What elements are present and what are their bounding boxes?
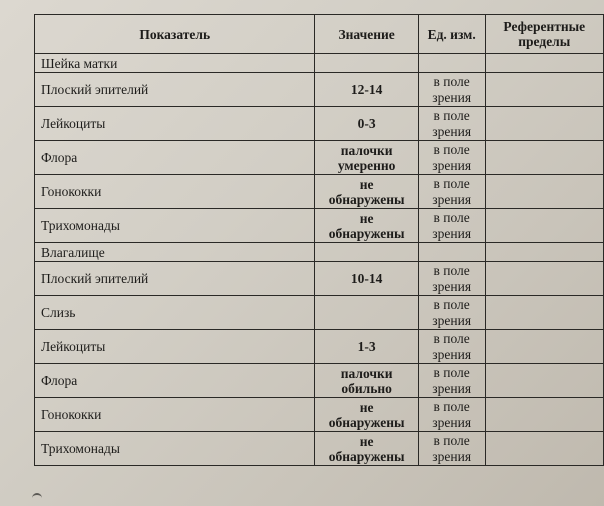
section-row [35,54,604,73]
cell-reference [485,262,603,296]
cell-reference [485,209,603,243]
table-row [35,432,604,466]
cell-value: 0-3 [315,107,418,141]
cell-reference [485,141,603,175]
cell-reference [485,330,603,364]
cell-name: Трихомонады [35,209,315,243]
cell-unit: в поле зрения [418,398,485,432]
header-unit: Ед. изм. [418,15,485,54]
cell-name: Влагалище [35,243,315,262]
table-row [35,364,604,398]
cell-value: палочки обильно [315,364,418,398]
cell-unit: в поле зрения [418,296,485,330]
table-row [35,141,604,175]
cell-unit: в поле зрения [418,364,485,398]
cell-value: 1-3 [315,330,418,364]
table-row [35,175,604,209]
cell-value [315,296,418,330]
cell-unit: в поле зрения [418,330,485,364]
cell-unit [418,243,485,262]
cell-unit: в поле зрения [418,73,485,107]
cell-reference [485,107,603,141]
table-row [35,262,604,296]
table-row [35,296,604,330]
cell-unit: в поле зрения [418,141,485,175]
header-value: Значение [315,15,418,54]
table-row [35,73,604,107]
table-row [35,209,604,243]
table-row [35,330,604,364]
cell-reference [485,54,603,73]
table-row [35,398,604,432]
cell-name: Слизь [35,296,315,330]
table-body [35,54,604,466]
cell-reference [485,296,603,330]
cell-value: не обнаружены [315,209,418,243]
header-name: Показатель [35,15,315,54]
cell-unit [418,54,485,73]
cell-unit: в поле зрения [418,107,485,141]
lab-results-table [34,14,604,466]
cell-name: Плоский эпителий [35,73,315,107]
cell-value: 10-14 [315,262,418,296]
cell-value: не обнаружены [315,175,418,209]
header-row [35,15,604,54]
cell-name: Шейка матки [35,54,315,73]
section-row [35,243,604,262]
cell-name: Плоский эпителий [35,262,315,296]
cell-reference [485,243,603,262]
cell-name: Гонококки [35,398,315,432]
cell-value: не обнаружены [315,432,418,466]
cell-reference [485,175,603,209]
cell-value [315,54,418,73]
header-reference: Референтные пределы [485,15,603,54]
cell-name: Гонококки [35,175,315,209]
cell-unit: в поле зрения [418,432,485,466]
cell-reference [485,73,603,107]
cell-unit: в поле зрения [418,262,485,296]
cell-unit: в поле зрения [418,175,485,209]
cell-value: 12-14 [315,73,418,107]
cell-name: Лейкоциты [35,107,315,141]
cell-value: не обнаружены [315,398,418,432]
next-line-fragment [32,493,42,503]
cell-reference [485,364,603,398]
cell-name: Трихомонады [35,432,315,466]
cell-name: Флора [35,364,315,398]
cell-value: палочки умеренно [315,141,418,175]
cell-value [315,243,418,262]
cell-unit: в поле зрения [418,209,485,243]
cell-reference [485,398,603,432]
cell-name: Флора [35,141,315,175]
cell-name: Лейкоциты [35,330,315,364]
cell-reference [485,432,603,466]
table-row [35,107,604,141]
